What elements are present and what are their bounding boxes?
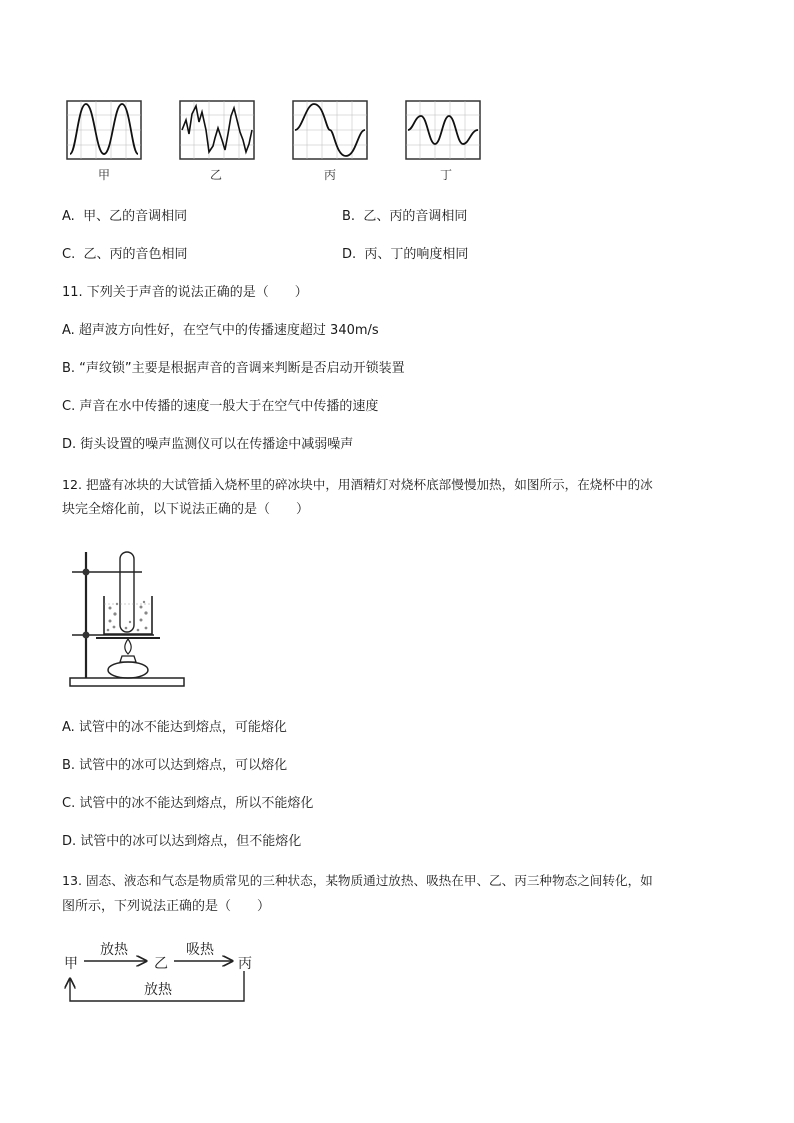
option-letter: A. bbox=[62, 209, 75, 224]
option-letter: C. bbox=[62, 247, 76, 262]
q10-option-a[interactable] bbox=[62, 209, 187, 225]
q11-option-c[interactable]: C. 声音在水中传播的速度一般大于在空气中传播的速度 bbox=[62, 399, 379, 414]
option-text: 甲、乙的音调相同 bbox=[83, 209, 188, 224]
q10-option-d[interactable] bbox=[342, 247, 468, 263]
q11-option-a[interactable]: A. 超声波方向性好，在空气中的传播速度超过 340m/s bbox=[62, 323, 379, 338]
q12-option-b[interactable]: B. 试管中的冰可以达到熔点，可以熔化 bbox=[62, 758, 288, 773]
waveform-figure-ding bbox=[405, 100, 481, 160]
option-text: 乙、丙的音调相同 bbox=[363, 209, 468, 224]
q12-option-a[interactable]: A. 试管中的冰不能达到熔点，可能熔化 bbox=[62, 720, 287, 735]
waveform-figure-yi bbox=[179, 100, 255, 160]
diagram-node-bing: 丙 bbox=[238, 956, 252, 972]
state-transition-diagram bbox=[62, 935, 272, 1007]
heating-apparatus-figure bbox=[66, 544, 190, 692]
waveform-label-ding: 丁 bbox=[440, 168, 453, 182]
q13-stem-line1: 13. 固态、液态和气态是物质常见的三种状态，某物质通过放热、吸热在甲、乙、丙三种物态之间转化，如 bbox=[62, 873, 653, 888]
diagram-edge-label-3: 放热 bbox=[144, 982, 172, 998]
waveform-figure-jia bbox=[66, 100, 142, 160]
q11-option-b[interactable]: B. “声纹锁”主要是根据声音的音调来判断是否启动开锁装置 bbox=[62, 361, 405, 376]
q12-stem-line1: 12. 把盛有冰块的大试管插入烧杯里的碎冰块中，用酒精灯对烧杯底部慢慢加热，如图所示，在烧杯中的冰 bbox=[62, 477, 653, 492]
q12-stem-line2: 块完全熔化前，以下说法正确的是（ ） bbox=[62, 502, 310, 517]
q12-option-c[interactable]: C. 试管中的冰不能达到熔点，所以不能熔化 bbox=[62, 796, 314, 811]
q11-stem: 11. 下列关于声音的说法正确的是（ ） bbox=[62, 285, 308, 300]
diagram-edge-label-2: 吸热 bbox=[186, 942, 214, 958]
diagram-node-jia: 甲 bbox=[64, 956, 78, 972]
option-letter: D. bbox=[342, 247, 357, 262]
q10-option-c[interactable] bbox=[62, 247, 188, 263]
option-text: 乙、丙的音色相同 bbox=[83, 247, 188, 262]
q12-option-d[interactable]: D. 试管中的冰可以达到熔点，但不能熔化 bbox=[62, 834, 302, 849]
waveform-label-bing: 丙 bbox=[324, 168, 337, 182]
waveform-figure-bing bbox=[292, 100, 368, 160]
q13-stem-line2: 图所示，下列说法正确的是（ ） bbox=[62, 899, 271, 914]
option-letter: B. bbox=[342, 209, 356, 224]
q11-option-d[interactable]: D. 街头设置的噪声监测仪可以在传播途中减弱噪声 bbox=[62, 437, 354, 452]
diagram-node-yi: 乙 bbox=[154, 956, 168, 972]
waveform-label-jia: 甲 bbox=[98, 168, 111, 182]
diagram-edge-label-1: 放热 bbox=[100, 942, 128, 958]
q10-option-b[interactable] bbox=[342, 209, 467, 225]
option-text: 丙、丁的响度相同 bbox=[364, 247, 469, 262]
waveform-label-yi: 乙 bbox=[210, 168, 223, 182]
